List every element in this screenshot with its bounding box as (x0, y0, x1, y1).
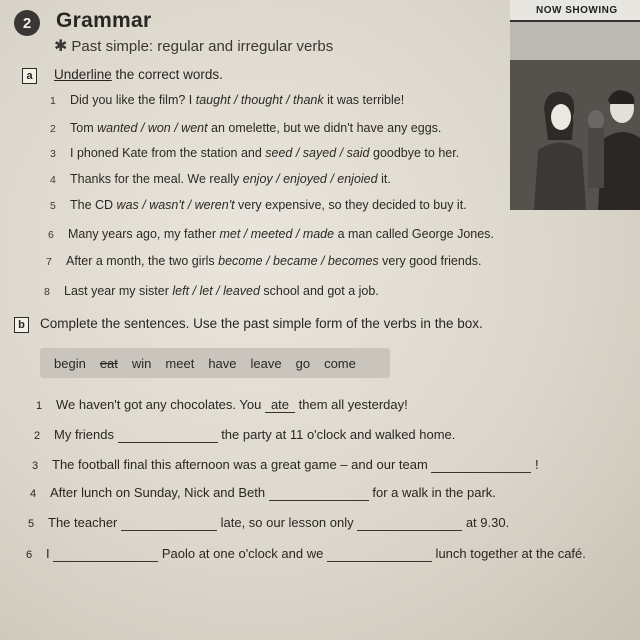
verb-word: have (208, 355, 237, 371)
item-text: I phoned Kate from the station and (70, 146, 266, 160)
item-text: Many years ago, my father (68, 227, 220, 241)
now-showing-sign: NOW SHOWING (510, 0, 640, 22)
item-number: 4 (30, 488, 37, 500)
verb-word-crossed: eat (99, 355, 118, 371)
item-text: the party at 11 o'clock and walked home. (217, 427, 456, 442)
item-text: Last year my sister (64, 284, 173, 298)
verb-word: come (324, 355, 356, 371)
exercise-a-item (50, 121, 441, 135)
item-text: The CD (70, 198, 117, 212)
item-text: We haven't got any chocolates. You (56, 397, 265, 412)
item-number: 3 (32, 460, 39, 472)
item-number: 1 (36, 400, 43, 412)
word-options[interactable]: seed / sayed / said (265, 146, 370, 160)
item-number: 2 (50, 123, 56, 135)
instruction-rest: the correct words. (111, 67, 223, 82)
exercise-a-item (50, 198, 467, 212)
verb-word: begin (54, 355, 86, 371)
answer-blank[interactable]: ate (265, 397, 295, 413)
exercise-a-item (50, 93, 404, 107)
word-options[interactable]: wanted / won / went (97, 121, 208, 135)
answer-blank[interactable] (357, 515, 462, 531)
item-text: it. (377, 172, 391, 186)
item-number: 6 (48, 229, 54, 241)
item-text: very good friends. (378, 254, 482, 268)
verb-word: win (131, 355, 152, 371)
instruction-underlined-word: Underline (54, 67, 112, 82)
item-number: 7 (46, 256, 52, 268)
verb-word: go (295, 355, 311, 371)
item-text: very expensive, so they decided to buy it. (234, 198, 467, 212)
item-number: 4 (50, 174, 56, 186)
part-b-label: b (14, 317, 29, 333)
item-number: 2 (34, 430, 41, 442)
item-text: The football final this afternoon was a great game – and our team (52, 457, 432, 472)
word-options[interactable]: enjoy / enjoyed / enjoied (242, 172, 378, 186)
item-text: The teacher (48, 515, 121, 530)
part-b-instruction: Complete the sentences. Use the past simple form of the verbs in the box. (40, 316, 483, 331)
item-number: 5 (50, 200, 56, 212)
word-options[interactable]: met / meeted / made (219, 227, 335, 241)
item-number: 1 (50, 95, 56, 107)
star-icon: ✱ (54, 38, 68, 55)
item-text: I (46, 546, 54, 561)
item-text: Thanks for the meal. We really (70, 172, 243, 186)
exercise-a-item (50, 146, 459, 160)
answer-blank[interactable] (431, 457, 531, 473)
item-text: After lunch on Sunday, Nick and Beth (50, 485, 269, 500)
item-text: an omelette, but we didn't have any eggs. (207, 121, 442, 135)
exercise-a-item (46, 254, 482, 268)
item-text: After a month, the two girls (66, 254, 219, 268)
comic-illustration (510, 0, 640, 210)
exercise-b-item (36, 397, 408, 413)
section-subtitle (54, 36, 333, 56)
verb-word: meet (165, 355, 195, 371)
item-number: 3 (50, 148, 56, 160)
answer-blank[interactable] (121, 515, 217, 531)
item-text: My friends (54, 427, 118, 442)
subtitle-text: Past simple: regular and irregular verbs (71, 38, 334, 55)
exercise-a-item (44, 284, 379, 298)
part-a-instruction (54, 67, 223, 82)
exercise-b-item (30, 485, 496, 501)
answer-blank[interactable] (269, 485, 369, 501)
exercise-b-item (34, 427, 455, 443)
section-number-badge: 2 (14, 10, 40, 36)
item-text: at 9.30. (462, 515, 510, 530)
item-text: Did you like the film? I (70, 93, 196, 107)
exercise-a-item (50, 172, 391, 186)
item-text: them all yesterday! (295, 397, 408, 412)
item-text: a man called George Jones. (334, 227, 494, 241)
item-text: ! (531, 457, 539, 472)
section-title: Grammar (56, 9, 152, 32)
exercise-b-item (32, 457, 539, 473)
item-text: school and got a job. (259, 284, 379, 298)
item-text: for a walk in the park. (368, 485, 496, 500)
word-options[interactable]: become / became / becomes (218, 254, 379, 268)
item-text: Paolo at one o'clock and we (158, 546, 327, 561)
exercise-a-item (48, 227, 494, 241)
word-options[interactable]: left / let / leaved (172, 284, 260, 298)
word-options[interactable]: was / wasn't / weren't (116, 198, 235, 212)
exercise-b-item (26, 546, 586, 562)
answer-blank[interactable] (53, 546, 158, 562)
item-text: goodbye to her. (369, 146, 460, 160)
item-text: Tom (70, 121, 98, 135)
verb-box (40, 348, 390, 378)
verb-word: leave (250, 355, 282, 371)
part-a-label: a (22, 68, 37, 84)
word-options[interactable]: taught / thought / thank (195, 93, 324, 107)
cinema-scene-image (510, 0, 640, 210)
item-text: lunch together at the café. (431, 546, 586, 561)
item-number: 6 (26, 549, 33, 561)
item-text: late, so our lesson only (217, 515, 358, 530)
exercise-b-item (28, 515, 509, 531)
item-text: it was terrible! (323, 93, 405, 107)
answer-blank[interactable] (327, 546, 432, 562)
item-number: 8 (44, 286, 50, 298)
answer-blank[interactable] (118, 427, 218, 443)
item-number: 5 (28, 518, 35, 530)
